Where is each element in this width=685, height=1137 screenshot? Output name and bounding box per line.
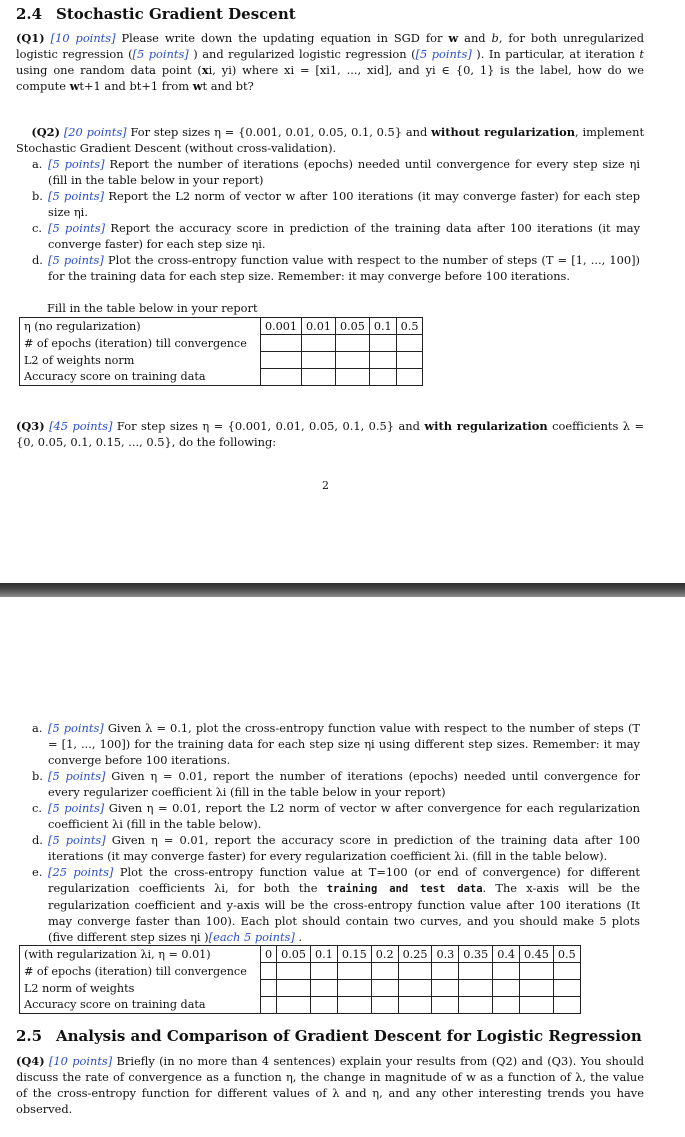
item-points: [5 points] [48, 769, 106, 783]
q1-text: t and bt? [202, 79, 254, 93]
table-row [20, 946, 581, 963]
q3-items [32, 720, 640, 945]
empty-cell [335, 369, 369, 386]
q1-text: and [458, 31, 492, 45]
empty-cell [432, 980, 459, 997]
empty-cell [311, 963, 338, 980]
q2-items [32, 156, 640, 284]
q4-text: Briefly (in no more than 4 sentences) explain your results from (Q2) and (Q3). You should discuss the rate of convergence as a function η, the change in magnitude of w as a function of λ, the value of the cross-entropy function for different values of λ and η, and any other interesting trends you have observed. [16, 1054, 645, 1116]
empty-cell [553, 963, 580, 980]
empty-cell [520, 963, 554, 980]
item-marker: e. [32, 865, 43, 879]
item-marker: a. [32, 157, 43, 171]
table-header-cell: 0.5 [396, 318, 423, 335]
table-row [20, 369, 423, 386]
q1-points-a: [5 points] [132, 47, 189, 61]
q1-points-b: [5 points] [415, 47, 472, 61]
item-points: [5 points] [48, 253, 104, 267]
row-label: # of epochs (iteration) till convergence [20, 335, 261, 352]
list-item [32, 832, 640, 864]
table-header-cell: 0 [261, 946, 277, 963]
q1-x: x [201, 63, 209, 77]
section-heading-2-4 [16, 6, 296, 22]
empty-cell [459, 997, 493, 1014]
list-item [32, 156, 640, 188]
page-2 [0, 597, 685, 1137]
empty-cell [398, 997, 432, 1014]
page-number: 2 [322, 479, 329, 492]
q2-text: , implement Stochastic Gradient Descent (without cross-validation). [16, 125, 645, 155]
empty-cell [277, 963, 311, 980]
q1-w: w [192, 79, 203, 93]
section-title: Stochastic Gradient Descent [56, 5, 296, 23]
q1-text: , for both unregularized logistic regression ( [16, 31, 644, 61]
table-row [20, 997, 581, 1014]
empty-cell [520, 997, 554, 1014]
list-item [32, 864, 640, 945]
q1-text: i, yi) where xi = [xi1, ..., xid], and yi ∈ {0, 1} is the label, how do we compute [16, 63, 644, 93]
q1-text: using one random data point ( [16, 63, 202, 77]
q3-label: (Q3) [16, 419, 45, 433]
item-text: Report the number of iterations (epochs) needed until convergence for every step size ηi (fill in the table below in your report) [48, 157, 641, 187]
q1-text: Please write down the updating equation in SGD for [115, 31, 449, 45]
table-row [20, 963, 581, 980]
item-marker: b. [32, 769, 43, 783]
table-header-cell: 0.3 [432, 946, 459, 963]
empty-cell [311, 980, 338, 997]
item-marker: c. [32, 221, 43, 235]
item-text: Plot the cross-entropy function value with respect to the number of steps (T = [1, ..., 100]) for the training data for each step size. Remember: it may converge before 100 iterations. [48, 253, 641, 283]
q1-text: ) and regularized logistic regression ( [188, 47, 416, 61]
empty-cell [520, 980, 554, 997]
empty-cell [261, 335, 302, 352]
item-mono: training and test data [326, 883, 483, 895]
q2-text: For step sizes η = {0.001, 0.01, 0.05, 0.1, 0.5} and [126, 125, 432, 139]
page-divider [0, 583, 685, 597]
empty-cell [277, 997, 311, 1014]
section-heading-2-5 [16, 1028, 642, 1044]
empty-cell [398, 980, 432, 997]
q2-bold: without regularization [431, 125, 575, 139]
empty-cell [261, 352, 302, 369]
table-row [20, 352, 423, 369]
empty-cell [335, 335, 369, 352]
question-q3 [16, 418, 644, 450]
q2-points: [20 points] [63, 125, 127, 139]
empty-cell [432, 963, 459, 980]
table-header-cell: 0.1 [369, 318, 396, 335]
table-header-cell: 0.001 [261, 318, 302, 335]
empty-cell [335, 352, 369, 369]
list-item [32, 252, 640, 284]
empty-cell [369, 369, 396, 386]
empty-cell [459, 980, 493, 997]
table-caption: Fill in the table below in your report [47, 301, 258, 315]
table-header-cell: 0.2 [371, 946, 398, 963]
table-header-cell: 0.35 [459, 946, 493, 963]
empty-cell [277, 980, 311, 997]
item-points: [5 points] [48, 801, 105, 815]
row-label: L2 of weights norm [20, 352, 261, 369]
item-marker: c. [32, 801, 43, 815]
section-title: Analysis and Comparison of Gradient Descent for Logistic Regression [56, 1027, 642, 1045]
empty-cell [261, 369, 302, 386]
q1-w: w [448, 31, 459, 45]
item-text: Given λ = 0.1, plot the cross-entropy function value with respect to the number of steps (T = [1, ..., 100]) for the training data for each step size ηi using different step sizes. Remember: it may converge before 100 iterations. [48, 721, 640, 767]
q1-text: t+1 and bt+1 from [79, 79, 193, 93]
q3-table [19, 945, 581, 1014]
q4-label: (Q4) [16, 1054, 45, 1068]
empty-cell [302, 369, 336, 386]
table-header-cell: 0.1 [311, 946, 338, 963]
question-q4 [16, 1053, 644, 1117]
question-q2 [16, 124, 644, 156]
row-label: # of epochs (iteration) till convergence [20, 963, 261, 980]
item-points: [5 points] [48, 833, 106, 847]
item-text: Given η = 0.01, report the number of iterations (epochs) needed until convergence for every regularizer coefficient λi (fill in the table below in your report) [48, 769, 641, 799]
empty-cell [553, 980, 580, 997]
item-text: Report the L2 norm of vector w after 100 iterations (it may converge faster) for each step size ηi. [48, 189, 640, 219]
empty-cell [459, 963, 493, 980]
empty-cell [261, 980, 277, 997]
item-marker: b. [32, 189, 43, 203]
item-points: [5 points] [48, 721, 104, 735]
item-text: . [294, 930, 303, 944]
item-points: [5 points] [48, 157, 105, 171]
q1-label: (Q1) [16, 31, 45, 45]
item-text: Plot the cross-entropy function value at T=100 (or end of convergence) for different regularization coefficients λi, for both the [48, 865, 640, 895]
empty-cell [371, 997, 398, 1014]
table-header-cell: 0.15 [337, 946, 371, 963]
q3-text: For step sizes η = {0.001, 0.01, 0.05, 0.1, 0.5} and [112, 419, 425, 433]
list-item [32, 188, 640, 220]
item-points: [5 points] [48, 189, 105, 203]
row-label: L2 norm of weights [20, 980, 261, 997]
empty-cell [261, 963, 277, 980]
item-points: [5 points] [48, 221, 106, 235]
table-header-cell: 0.4 [493, 946, 520, 963]
item-text: Given η = 0.01, report the L2 norm of vector w after convergence for each regularization coefficient λi (fill in the table below). [48, 801, 640, 831]
q2-table [19, 317, 423, 386]
section-number: 2.4 [16, 5, 43, 23]
list-item [32, 720, 640, 768]
q1-w: w [69, 79, 80, 93]
table-header-label: (with regularization λi, η = 0.01) [20, 946, 261, 963]
empty-cell [337, 980, 371, 997]
table-header-label: η (no regularization) [20, 318, 261, 335]
q3-bold: with regularization [424, 419, 548, 433]
table-header-cell: 0.25 [398, 946, 432, 963]
empty-cell [553, 997, 580, 1014]
q4-points: [10 points] [48, 1054, 113, 1068]
table-row [20, 318, 423, 335]
empty-cell [337, 963, 371, 980]
list-item [32, 768, 640, 800]
list-item [32, 800, 640, 832]
list-item [32, 220, 640, 252]
item-marker: d. [32, 833, 43, 847]
empty-cell [311, 997, 338, 1014]
empty-cell [396, 335, 423, 352]
empty-cell [432, 997, 459, 1014]
section-number: 2.5 [16, 1027, 43, 1045]
item-points: [25 points] [48, 865, 114, 879]
empty-cell [369, 352, 396, 369]
row-label: Accuracy score on training data [20, 997, 261, 1014]
empty-cell [493, 963, 520, 980]
q3-points: [45 points] [49, 419, 113, 433]
empty-cell [371, 963, 398, 980]
empty-cell [302, 335, 336, 352]
empty-cell [302, 352, 336, 369]
q1-points: [10 points] [50, 31, 116, 45]
item-marker: d. [32, 253, 43, 267]
empty-cell [371, 980, 398, 997]
empty-cell [396, 352, 423, 369]
table-header-cell: 0.05 [277, 946, 311, 963]
q3-text: coefficients λ = {0, 0.05, 0.1, 0.15, ..., 0.5}, do the following: [16, 419, 644, 449]
table-header-cell: 0.05 [335, 318, 369, 335]
q1-b: b [491, 31, 499, 45]
table-header-cell: 0.5 [553, 946, 580, 963]
question-q1 [16, 30, 644, 94]
item-points: [each 5 points] [208, 930, 295, 944]
item-text: Report the accuracy score in prediction of the training data after 100 iterations (it may converge faster) for each step size ηi. [48, 221, 641, 251]
table-row [20, 335, 423, 352]
empty-cell [261, 997, 277, 1014]
empty-cell [396, 369, 423, 386]
empty-cell [337, 997, 371, 1014]
empty-cell [493, 997, 520, 1014]
empty-cell [493, 980, 520, 997]
q2-label: (Q2) [31, 125, 60, 139]
q1-text: ). In particular, at iteration [471, 47, 640, 61]
table-row [20, 980, 581, 997]
q1-t: t [639, 47, 644, 61]
empty-cell [369, 335, 396, 352]
item-marker: a. [32, 721, 43, 735]
row-label: Accuracy score on training data [20, 369, 261, 386]
table-header-cell: 0.45 [520, 946, 554, 963]
table-header-cell: 0.01 [302, 318, 336, 335]
empty-cell [398, 963, 432, 980]
item-text: Given η = 0.01, report the accuracy score in prediction of the training data after 100 iterations (it may converge faster) for every regularization coefficient λi. (fill in the table below). [48, 833, 640, 863]
item-text: . The x-axis will be the regularization coefficient and y-axis will be the cross-entropy function value after 100 iterations (It may converge faster than 100). Each plot should contain two curves, and you should make 5 plots (five different step sizes ηi ) [48, 881, 640, 944]
